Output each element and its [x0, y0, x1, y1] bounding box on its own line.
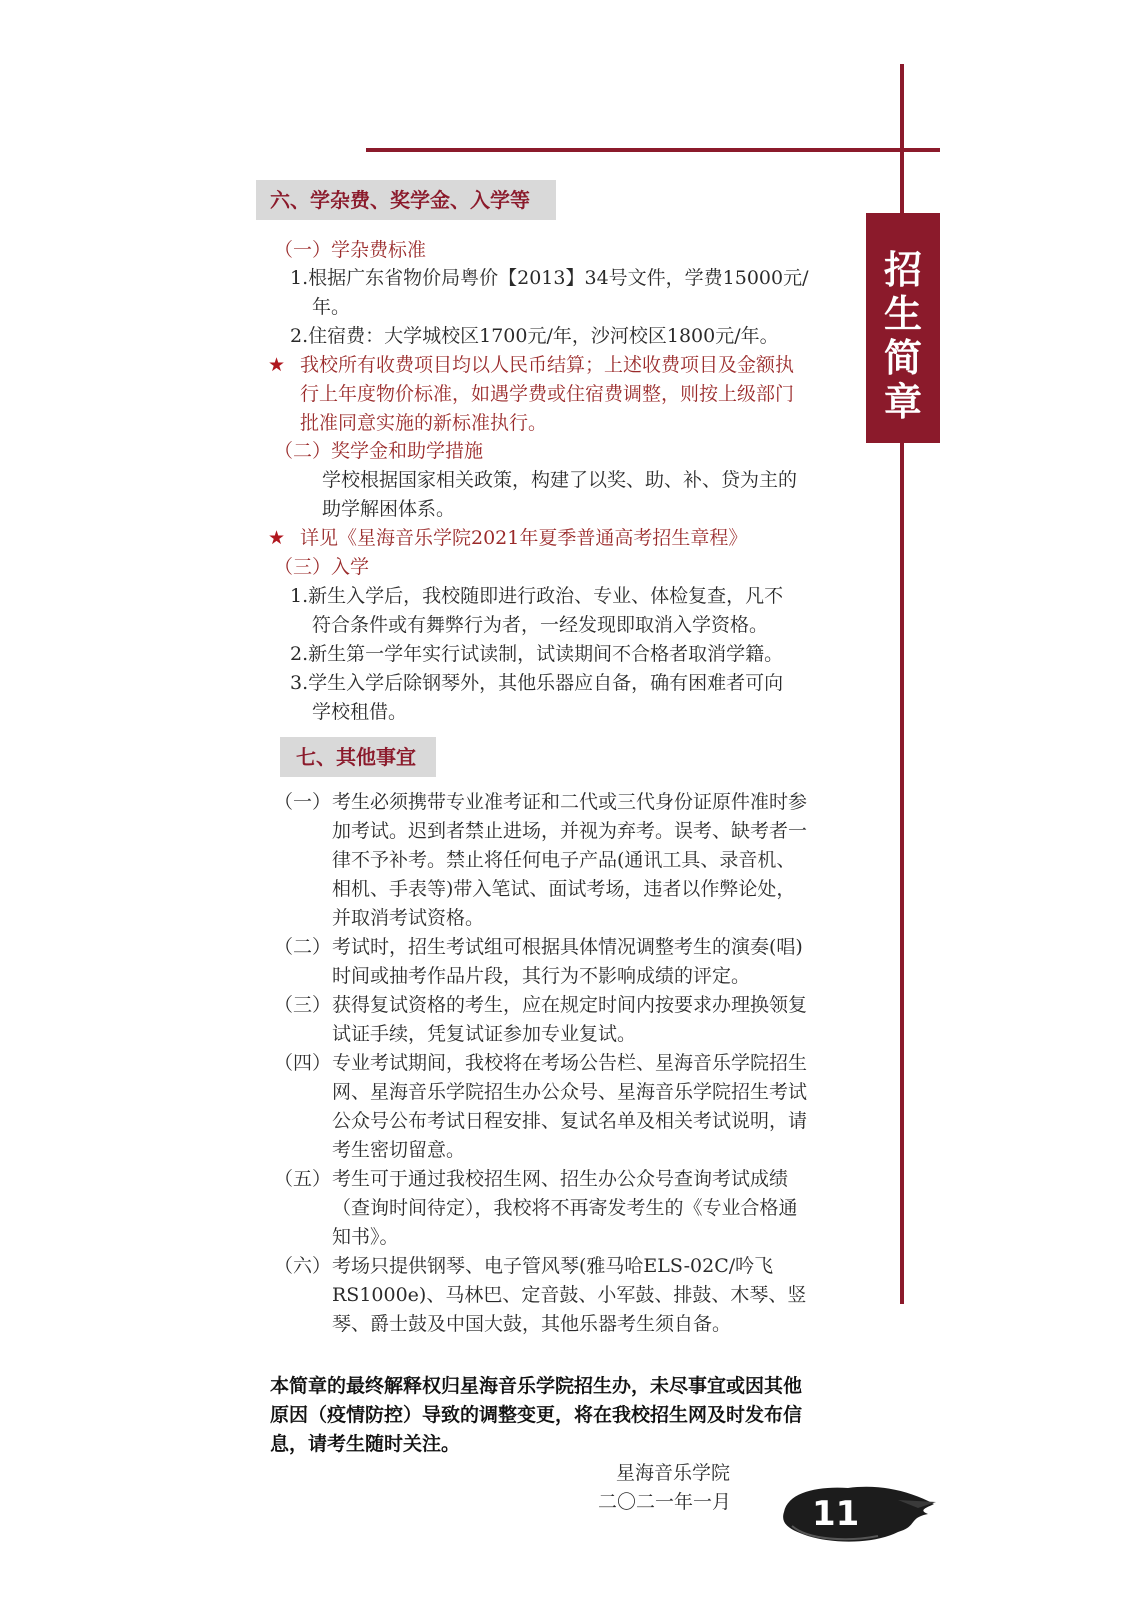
other-item-line: 律不予补考。禁止将任何电子产品(通讯工具、录音机、 — [332, 849, 796, 871]
other-item-number: （一） — [274, 791, 332, 813]
other-item-line: 考场只提供钢琴、电子管风琴(雅马哈ELS-02C/吟飞 — [332, 1255, 774, 1277]
other-item-line: 琴、爵士鼓及中国大鼓，其他乐器考生须自备。 — [332, 1313, 732, 1335]
other-item-line: 考生密切留意。 — [332, 1139, 466, 1161]
footer-organization: 星海音乐学院 — [616, 1462, 731, 1484]
enroll-line-1b: 符合条件或有舞弊行为者，一经发现即取消入学资格。 — [312, 614, 769, 636]
other-item-number: （四） — [274, 1052, 332, 1074]
enroll-line-3a: 3.学生入学后除钢琴外，其他乐器应自备，确有困难者可向 — [290, 672, 784, 694]
other-item-line: 并取消考试资格。 — [332, 907, 485, 929]
other-item-line: 获得复试资格的考生，应在规定时间内按要求办理换领复 — [332, 994, 808, 1016]
other-item-line: 相机、手表等)带入笔试、面试考场，违者以作弊论处， — [332, 878, 796, 900]
fee-note-1a: 我校所有收费项目均以人民币结算；上述收费项目及金额执 — [300, 354, 795, 376]
fee-line-1a: 1.根据广东省物价局粤价【2013】34号文件，学费15000元/ — [290, 267, 809, 289]
other-item-line: 考生可于通过我校招生网、招生办公众号查询考试成绩 — [332, 1168, 789, 1190]
other-item-line: 考生必须携带专业准考证和二代或三代身份证原件准时参 — [332, 791, 808, 813]
other-item-number: （五） — [274, 1168, 332, 1190]
footer-statement-1: 本简章的最终解释权归星海音乐学院招生办，未尽事宜或因其他 — [270, 1375, 803, 1397]
other-item-line: 知书》。 — [332, 1226, 399, 1248]
other-item-number: （六） — [274, 1255, 332, 1277]
section-7-header: 七、其他事宜 — [280, 737, 436, 777]
fee-line-1b: 年。 — [312, 296, 351, 318]
fee-note-1b: 行上年度物价标准，如遇学费或住宿费调整，则按上级部门 — [300, 383, 795, 405]
other-item-line: 专业考试期间，我校将在考场公告栏、星海音乐学院招生 — [332, 1052, 808, 1074]
frame-horizontal-line — [366, 148, 940, 152]
other-item-line: （查询时间待定），我校将不再寄发考生的《专业合格通 — [332, 1197, 798, 1219]
sidebar-char-3: 简 — [883, 335, 922, 380]
other-item-number: （二） — [274, 936, 332, 958]
section-6-sub1: （一）学杂费标准 — [274, 239, 427, 261]
other-item-line: 公众号公布考试日程安排、复试名单及相关考试说明，请 — [332, 1110, 808, 1132]
other-item-line: 时间或抽考作品片段，其行为不影响成绩的评定。 — [332, 965, 751, 987]
other-item-line: 网、星海音乐学院招生办公众号、星海音乐学院招生考试 — [332, 1081, 808, 1103]
sidebar-char-1: 招 — [883, 247, 922, 292]
enroll-line-2: 2.新生第一学年实行试读制，试读期间不合格者取消学籍。 — [290, 643, 784, 665]
aid-line-a: 学校根据国家相关政策，构建了以奖、助、补、贷为主的 — [322, 469, 798, 491]
other-item-line: 加考试。迟到者禁止进场，并视为弃考。误考、缺考者一 — [332, 820, 808, 842]
star-icon: ★ — [268, 527, 286, 549]
other-item-line: RS1000e)、马林巴、定音鼓、小军鼓、排鼓、木琴、竖 — [332, 1284, 807, 1306]
page-number: 11 — [812, 1494, 860, 1534]
other-item-line: 试证手续，凭复试证参加专业复试。 — [332, 1023, 637, 1045]
footer-date: 二〇二一年一月 — [598, 1491, 732, 1513]
other-item-number: （三） — [274, 994, 332, 1016]
footer-statement-2: 原因（疫情防控）导致的调整变更，将在我校招生网及时发布信 — [270, 1404, 803, 1426]
section-6-sub3: （三）入学 — [274, 556, 370, 578]
other-item-line: 考试时，招生考试组可根据具体情况调整考生的演奏(唱) — [332, 936, 803, 958]
aid-line-b: 助学解困体系。 — [322, 498, 456, 520]
star-icon: ★ — [268, 354, 286, 376]
fee-note-1c: 批准同意实施的新标准执行。 — [300, 412, 548, 434]
aid-note: 详见《星海音乐学院2021年夏季普通高考招生章程》 — [300, 527, 748, 549]
sidebar-char-4: 章 — [883, 379, 922, 424]
fee-line-2: 2.住宿费：大学城校区1700元/年，沙河校区1800元/年。 — [290, 325, 779, 347]
enroll-line-3b: 学校租借。 — [312, 701, 408, 723]
section-6-sub2: （二）奖学金和助学措施 — [274, 440, 484, 462]
enroll-line-1a: 1.新生入学后，我校随即进行政治、专业、体检复查，凡不 — [290, 585, 784, 607]
section-6-header: 六、学杂费、奖学金、入学等 — [256, 180, 556, 220]
footer-statement-3: 息，请考生随时关注。 — [270, 1433, 461, 1455]
sidebar-title-tab — [866, 213, 940, 443]
sidebar-char-2: 生 — [883, 291, 922, 336]
